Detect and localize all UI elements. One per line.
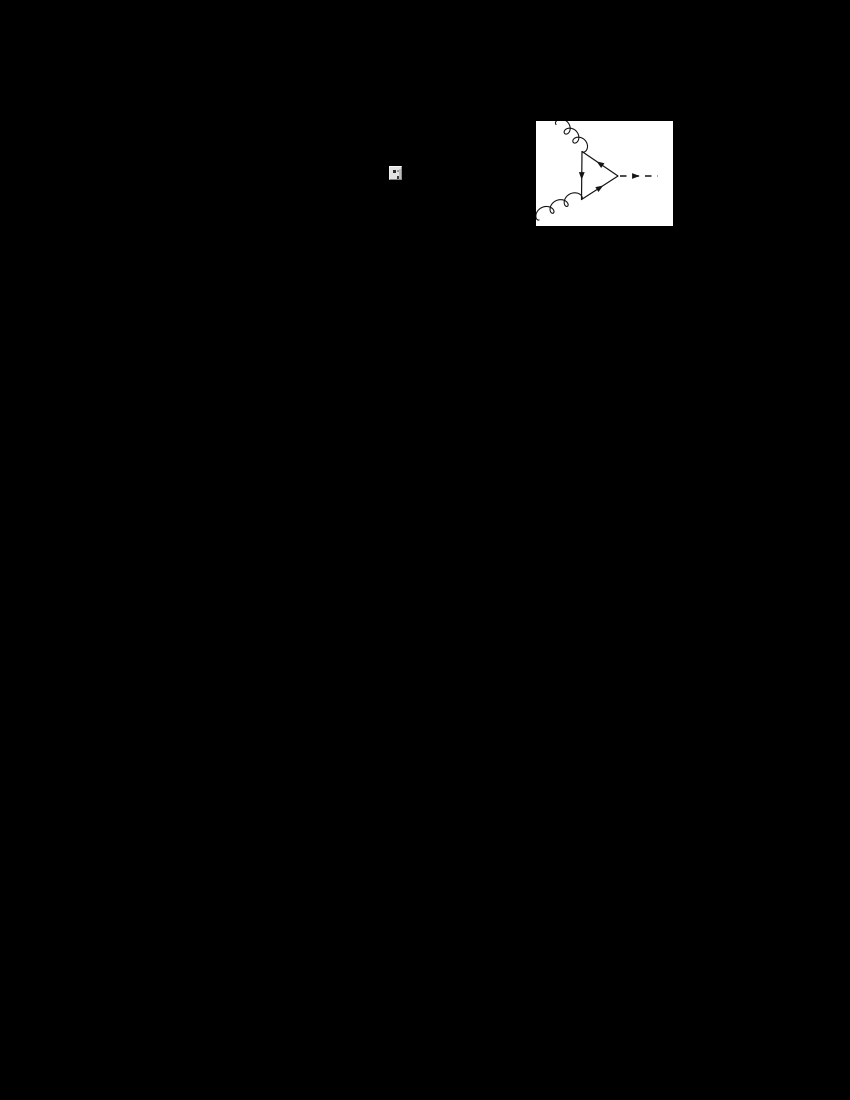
- fermion-flow-arrow-2: [595, 183, 605, 192]
- gluon-bottom-line: [536, 193, 582, 220]
- fermion-flow-arrow-1: [579, 172, 585, 180]
- icon-speck: [399, 169, 401, 179]
- icon-speck: [393, 170, 396, 173]
- gluon-top-line: [555, 121, 587, 152]
- fermion-triangle-loop: [582, 152, 619, 200]
- feynman-figure: [536, 121, 673, 226]
- missing-glyph-icon: [389, 166, 402, 180]
- fermion-flow-arrow-3: [595, 159, 605, 168]
- scalar-flow-arrow: [632, 173, 640, 179]
- feynman-diagram-svg: [536, 121, 673, 226]
